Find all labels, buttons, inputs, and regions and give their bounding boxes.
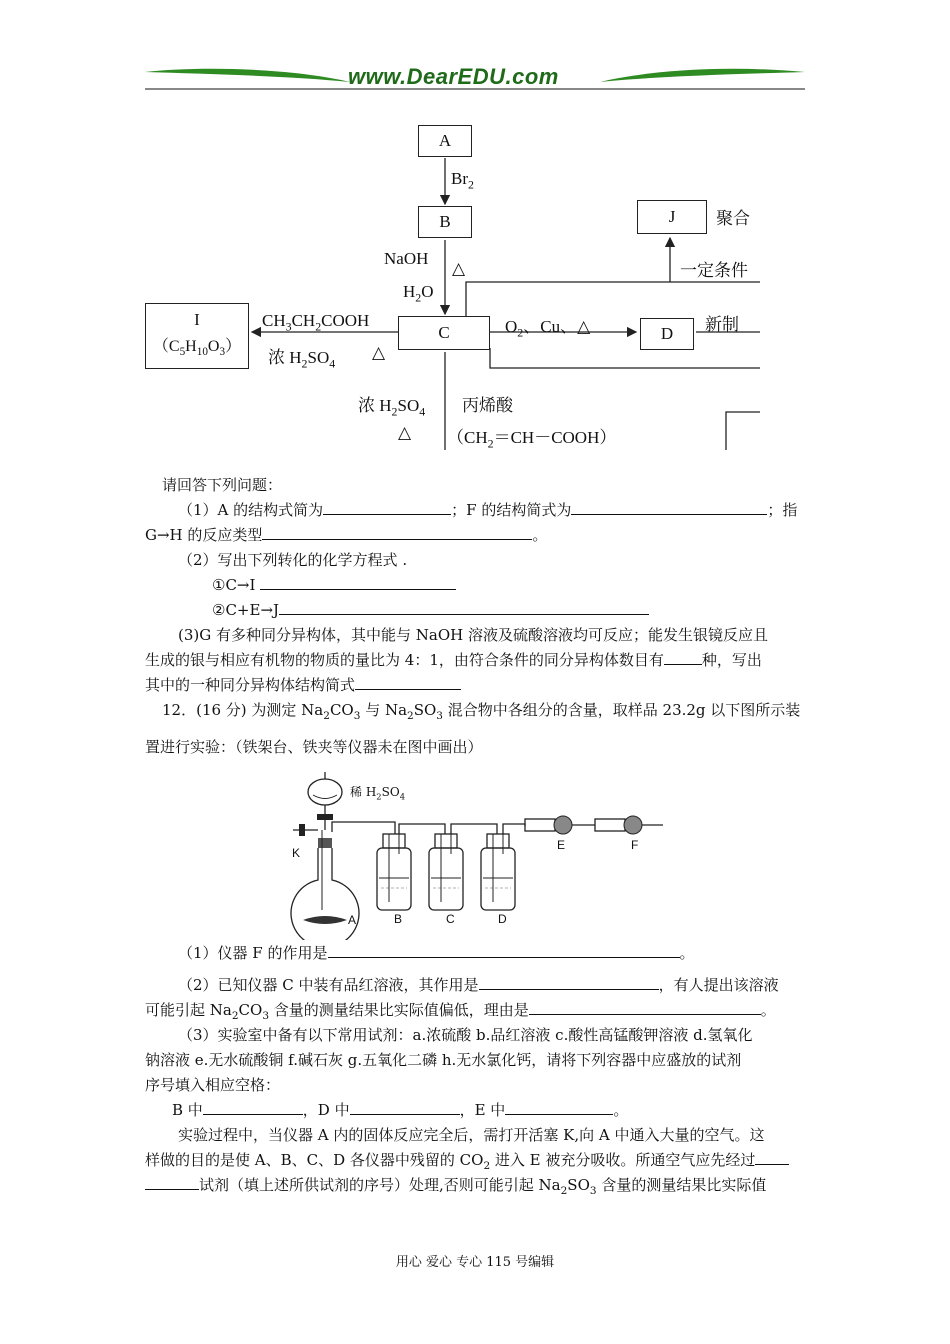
solid-sample bbox=[303, 916, 347, 924]
answer-blank-isomer-count[interactable] bbox=[664, 650, 702, 665]
page-footer: 用心 爱心 专心 115 号编辑 bbox=[395, 1255, 555, 1270]
answer-blank-c-e-to-j[interactable] bbox=[279, 600, 649, 615]
question-3-line2: 生成的银与相应有机物的物质的量比为 4：1，由符合条件的同分异构体数目有 种，写出 bbox=[145, 651, 762, 669]
label-acrylic-formula: $(CH_2=CH-COOH)$ bbox=[447, 428, 617, 451]
subquestion-3-line3: 序号填入相应空格： bbox=[145, 1076, 281, 1094]
box-d: D bbox=[640, 318, 694, 350]
box-i-name: I bbox=[194, 310, 200, 329]
label-a: A bbox=[348, 913, 357, 927]
left-leaf-swoosh bbox=[145, 69, 350, 82]
label-c: C bbox=[446, 912, 455, 926]
apparatus-diagram bbox=[285, 770, 685, 940]
answer-blank-a[interactable] bbox=[323, 500, 451, 515]
label-delta-3: △ bbox=[398, 423, 412, 442]
subquestion-2-line2: 可能引起 $Na_2CO_3$ 含量的测量结果比实际值偏低，理由是 。 bbox=[145, 1001, 776, 1022]
box-c: C bbox=[398, 316, 490, 350]
label-polymer: 聚合 bbox=[716, 209, 750, 228]
box-a: A bbox=[418, 125, 472, 157]
answer-blank-d-reagent[interactable] bbox=[350, 1100, 460, 1115]
experiment-line3: 试剂（填上述所供试剂的序号）处理,否则可能引起 $Na_2SO_3$ 含量的测量结果比实际值 bbox=[145, 1173, 766, 1203]
label-conc-h2so4: 浓 $H_2SO_4$ bbox=[268, 348, 336, 371]
subquestion-3-line2: 钠溶液 e.无水硫酸铜 f.碱石灰 g.五氧化二磷 h.无水氯化钙，请将下列容器中应盛放的试剂 bbox=[145, 1051, 742, 1069]
drying-tube-e bbox=[525, 816, 595, 834]
partial-box-bottom-right bbox=[726, 412, 760, 450]
box-j: J bbox=[637, 200, 707, 234]
label-xinzhi: 新制 bbox=[705, 315, 739, 334]
experiment-line2: 样做的目的是使 A、B、C、D 各仪器中残留的 $CO_2$ 进入 E 被充分吸收。所通空气应先经过 bbox=[145, 1148, 789, 1178]
question-2-1: ①C→I bbox=[212, 573, 456, 597]
label-d: D bbox=[498, 912, 507, 926]
answer-blank-reason[interactable] bbox=[529, 1000, 761, 1015]
dropping-funnel bbox=[308, 779, 342, 805]
label-delta-1: △ bbox=[452, 259, 466, 278]
label-dilute-h2so4: 稀 $H_2SO_4$ bbox=[350, 785, 406, 802]
label-condition: 一定条件 bbox=[680, 261, 748, 280]
question-1-line2: G→H 的反应类型 。 bbox=[145, 526, 548, 544]
right-leaf-swoosh bbox=[600, 69, 805, 82]
question-intro: 请回答下列问题： bbox=[162, 476, 283, 494]
question-1-line1: （1）A 的结构式简为 ；F 的结构简式为 ；指 bbox=[178, 501, 798, 519]
bottle-c bbox=[429, 834, 463, 910]
question-3-line3: 其中的一种同分异构体结构简式 bbox=[145, 673, 461, 697]
label-acrylic-acid: 丙烯酸 bbox=[462, 396, 513, 415]
label-e: E bbox=[557, 838, 566, 852]
synthesis-diagram bbox=[140, 120, 760, 460]
answer-blank-e-reagent[interactable] bbox=[505, 1100, 613, 1115]
box-b: B bbox=[418, 206, 472, 238]
label-f: F bbox=[631, 838, 639, 852]
answer-blank-f-function[interactable] bbox=[328, 943, 680, 958]
valve-k bbox=[299, 824, 305, 836]
problem-12-line2: 置进行实验：（铁架台、铁夹等仪器未在图中画出） bbox=[145, 738, 483, 756]
site-logo: www.DearEDU.com bbox=[348, 64, 559, 89]
label-conc-h2so4-2: 浓 $H_2SO_4$ bbox=[358, 396, 426, 419]
answer-blank-b-reagent[interactable] bbox=[203, 1100, 303, 1115]
answer-blank-c-purpose[interactable] bbox=[479, 975, 659, 990]
answer-blank-isomer-structure[interactable] bbox=[355, 675, 461, 690]
label-br2: $Br_2$ bbox=[451, 169, 474, 192]
label-h2o: $H_2O$ bbox=[403, 282, 434, 305]
question-3-line1: (3)G 有多种同分异构体，其中能与 NaOH 溶液及硫酸溶液均可反应；能发生银镜反应且 bbox=[178, 626, 768, 644]
question-2: （2）写出下列转化的化学方程式 . bbox=[178, 551, 408, 569]
subquestion-1: （1）仪器 F 的作用是 。 bbox=[178, 944, 695, 962]
bottle-b bbox=[377, 834, 411, 910]
experiment-line1: 实验过程中，当仪器 A 内的固体反应完全后，需打开活塞 K,向 A 中通入大量的空气。这 bbox=[178, 1126, 765, 1144]
question-2-2: ②C+E→J bbox=[212, 598, 649, 622]
bottle-d bbox=[481, 834, 515, 910]
box-i-formula: $(C_5H_{10}O_3)$ bbox=[152, 338, 242, 359]
subquestion-3-answers: B 中 ，D 中 ，E 中 。 bbox=[172, 1101, 629, 1119]
label-b: B bbox=[394, 912, 403, 926]
subquestion-3-line1: （3）实验室中备有以下常用试剂：a.浓硫酸 b.品红溶液 c.酸性高锰酸钾溶液 d.氢氧化 bbox=[178, 1026, 753, 1044]
label-delta-2: △ bbox=[372, 343, 386, 362]
line-c-bottom-right bbox=[490, 348, 760, 368]
label-k: K bbox=[292, 846, 301, 860]
drying-tube-f bbox=[595, 816, 663, 834]
answer-blank-air-reagent-b[interactable] bbox=[145, 1175, 199, 1190]
answer-blank-c-to-i[interactable] bbox=[260, 575, 456, 590]
flask-stopper bbox=[318, 838, 332, 848]
answer-blank-f[interactable] bbox=[571, 500, 767, 515]
answer-blank-reaction-type[interactable] bbox=[262, 525, 532, 540]
answer-blank-air-reagent-a[interactable] bbox=[755, 1150, 789, 1165]
problem-12-line1: 12．(16 分) 为测定 $Na_2CO_3$ 与 $Na_2SO_3$ 混合物中各组分的含量，取样品 23.2g 以下图所示装 bbox=[162, 701, 801, 722]
box-i bbox=[145, 303, 249, 369]
label-naoh: NaOH bbox=[384, 249, 429, 268]
subquestion-2-line1: （2）已知仪器 C 中装有品红溶液，其作用是 ，有人提出该溶液 bbox=[178, 976, 779, 994]
label-propionic-acid: $CH_3CH_2COOH$ bbox=[262, 311, 370, 334]
label-o2-cu: $O_2$、Cu、△ bbox=[505, 317, 591, 340]
